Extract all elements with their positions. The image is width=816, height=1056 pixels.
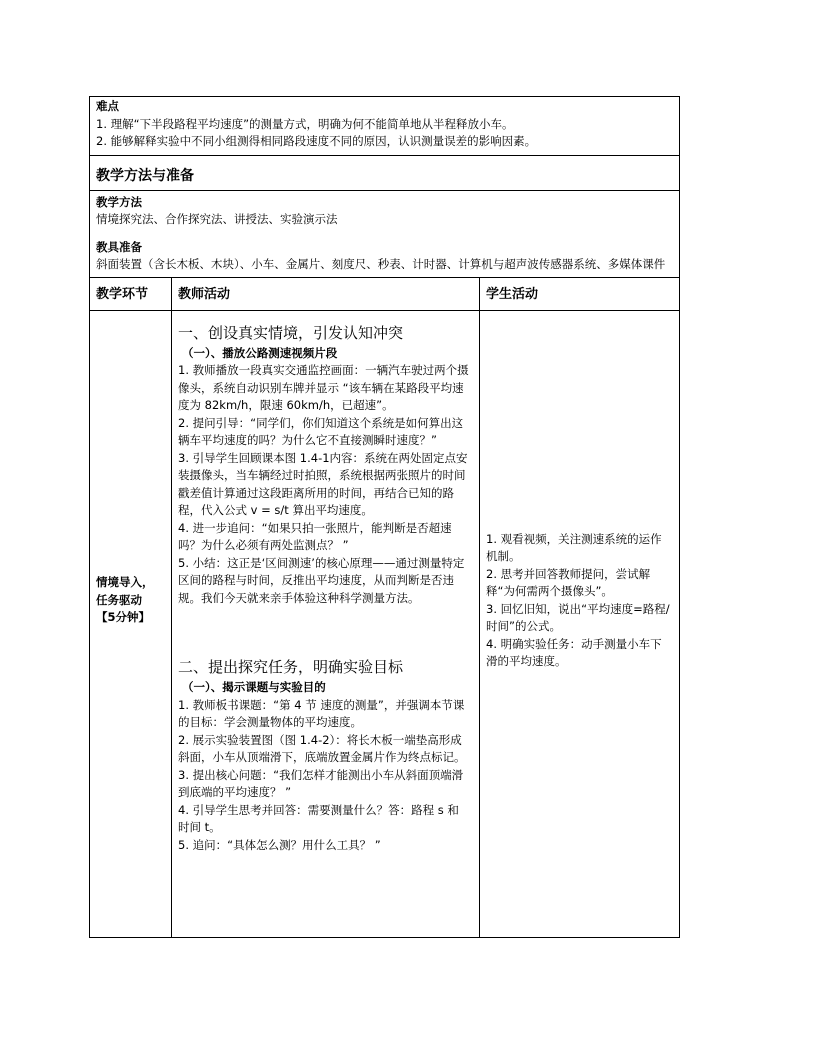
methods-row	[90, 190, 680, 277]
tools-text: 斜面装置（含长木板、木块）、小车、金属片、刻度尺、秒表、计时器、计算机与超声波传感器系统、多媒体课件	[96, 257, 666, 271]
difficulty-row	[90, 97, 680, 156]
student-item: 4. 明确实验任务：动手测量小车下滑的平均速度。	[486, 636, 662, 668]
section1-title: 一、创设真实情境，引发认知冲突	[178, 323, 404, 342]
student-activity-cell	[480, 310, 680, 937]
header-student: 学生活动	[480, 277, 680, 310]
tools-heading: 教具准备	[96, 239, 142, 254]
methods-title-cell	[90, 155, 680, 190]
methods-cell	[90, 190, 680, 277]
stage-duration: 【5分钟】	[96, 610, 151, 625]
methods-title: 教学方法与准备	[96, 167, 194, 184]
section2-item: 2. 展示实验装置图（图 1.4-2）：将长木板一端垫高形成斜面，小车从顶端滑下，底端放置金属片作为终点标记。	[178, 732, 466, 764]
student-item: 3. 回忆旧知，说出“平均速度=路程/时间”的公式。	[486, 601, 670, 633]
header-teacher: 教师活动	[172, 277, 480, 310]
section2-item: 4. 引导学生思考并回答：需要测量什么？答：路程 s 和 时间 t。	[178, 802, 459, 834]
section1-item: 1. 教师播放一段真实交通监控画面：一辆汽车驶过两个摄像头，系统自动识别车牌并显示 “该车辆在某路段平均速度为 82km/h，限速 60km/h，已超速”。	[178, 363, 469, 412]
section1-item: 2. 提问引导：“同学们，你们知道这个系统是如何算出这辆车平均速度的吗？为什么它不直接测瞬时速度？”	[178, 415, 464, 447]
section1-item: 5. 小结：这正是‘区间测速’的核心原理——通过测量特定区间的路程与时间，反推出平均速度，从而判断是否违规。我们今天就来亲手体验这种科学测量方法。	[178, 555, 465, 605]
lesson-plan-table	[89, 96, 680, 938]
lesson-plan-page	[89, 96, 679, 938]
stage-cell	[90, 310, 172, 937]
methods-title-row	[90, 155, 680, 190]
difficulty-cell	[90, 97, 680, 156]
student-item: 1. 观看视频，关注测速系统的运作机制。	[486, 531, 662, 563]
method-text: 情境探究法、合作探究法、讲授法、实验演示法	[96, 212, 338, 226]
table-header-row	[90, 277, 680, 310]
section2-item: 3. 提出核心问题：“我们怎样才能测出小车从斜面顶端滑到底端的平均速度？ ”	[178, 767, 464, 799]
section1-item: 4. 进一步追问：“如果只拍一张照片，能判断是否超速吗？为什么必须有两处监测点？ ”	[178, 520, 452, 552]
student-item: 2. 思考并回答教师提问，尝试解释“为何需两个摄像头”。	[486, 566, 651, 598]
header-stage: 教学环节	[90, 277, 172, 310]
section2-item: 5. 追问：“具体怎么测？用什么工具？ ”	[178, 837, 381, 852]
difficulty-item: 2. 能够解释实验中不同小组测得相同路段速度不同的原因，认识测量误差的影响因素。	[96, 134, 537, 148]
difficulty-heading: 难点	[96, 99, 119, 113]
stage-name-line1: 情境导入，	[96, 575, 154, 590]
section1-subtitle: （一）、播放公路测速视频片段	[182, 345, 338, 360]
teacher-activity-cell	[172, 310, 480, 937]
stage-row	[90, 310, 680, 937]
section2-subtitle: （一）、揭示课题与实验目的	[182, 680, 326, 694]
difficulty-item: 1. 理解“下半段路程平均速度”的测量方式，明确为何不能简单地从半程释放小车。	[96, 116, 514, 131]
section2-item: 1. 教师板书课题：“第 4 节 速度的测量”，并强调本节课的目标：学会测量物体的平均速度。	[178, 697, 465, 729]
stage-name-line2: 任务驱动	[96, 592, 142, 607]
section2-title: 二、提出探究任务，明确实验目标	[178, 658, 404, 676]
method-heading: 教学方法	[96, 194, 142, 209]
section1-item: 3. 引导学生回顾课本图 1.4-1内容：系统在两处固定点安装摄像头，当车辆经过时拍照，系统根据两张照片的时间戳差值计算通过这段距离所用的时间，再结合已知的路程，代入公式 v = s/t 算出平均速度。	[178, 450, 468, 517]
